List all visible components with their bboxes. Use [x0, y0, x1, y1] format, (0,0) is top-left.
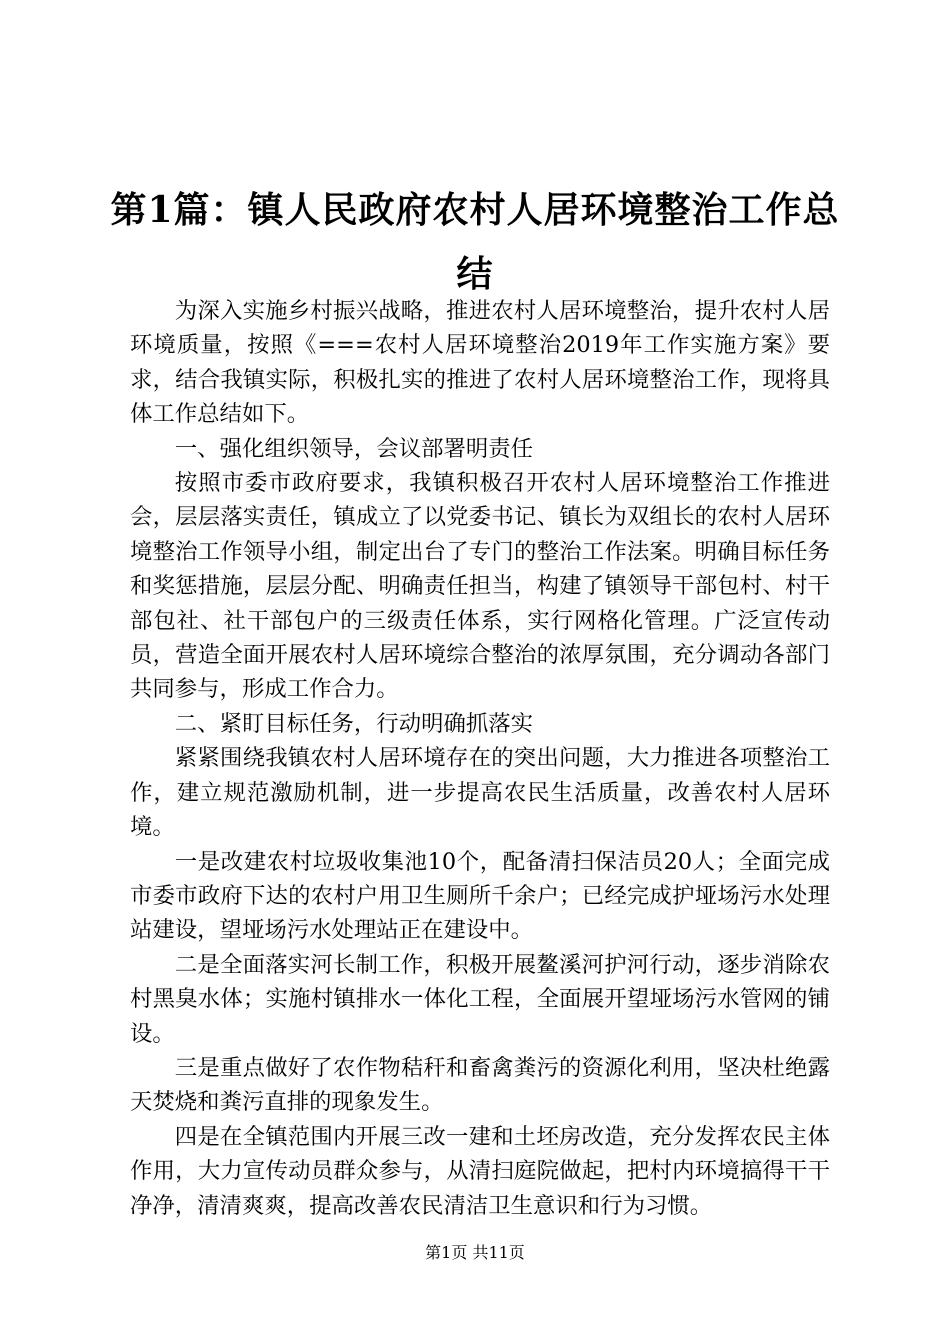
intro-paragraph: 为深入实施乡村振兴战略，推进农村人居环境整治，提升农村人居环境质量，按照《===农村人居环境整治2019年工作实施方案》要求，结合我镇实际，积极扎实的推进了农村人居环境整治工作，现将具体工作总结如下。 — [130, 298, 830, 428]
section-1-paragraph: 按照市委市政府要求，我镇积极召开农村人居环境整治工作推进会，层层落实责任，镇成立了以党委书记、镇长为双组长的农村人居环境整治工作领导小组，制定出台了专门的整治工作法案。明确目标任务和奖惩措施，层层分配、明确责任担当，构建了镇领导干部包村、村干部包社、社干部包户的三级责任体系，实行网格化管理。广泛宣传动员，营造全面开展农村人居环境综合整治的浓厚氛围，充分调动各部门共同参与，形成工作合力。 — [130, 470, 830, 703]
item-1-paragraph: 一是改建农村垃圾收集池10个，配备清扫保洁员20人；全面完成市委市政府下达的农村户用卫生厕所千余户；已经完成护垭场污水处理站建设，望垭场污水处理站正在建设中。 — [130, 848, 830, 944]
document-title: 第1篇：镇人民政府农村人居环境整治工作总结 — [110, 189, 840, 295]
document-body — [130, 294, 830, 1223]
section-2-paragraph: 紧紧围绕我镇农村人居环境存在的突出问题，大力推进各项整治工作，建立规范激励机制，进一步提高农民生活质量，改善农村人居环境。 — [130, 745, 830, 841]
item-4-paragraph: 四是在全镇范围内开展三改一建和土坯房改造，充分发挥农民主体作用，大力宣传动员群众参与，从清扫庭院做起，把村内环境搞得干干净净，清清爽爽，提高改善农民清洁卫生意识和行为习惯。 — [130, 1123, 830, 1219]
page-footer: 第1页 共11页 — [425, 1243, 525, 1262]
section-heading-2: 二、紧盯目标任务，行动明确抓落实 — [174, 710, 534, 737]
section-heading-1: 一、强化组织领导，会议部署明责任 — [174, 435, 534, 462]
item-3-paragraph: 三是重点做好了农作物秸秆和畜禽粪污的资源化利用，坚决杜绝露天焚烧和粪污直排的现象发生。 — [130, 1054, 830, 1116]
item-2-paragraph: 二是全面落实河长制工作，积极开展鳌溪河护河行动，逐步消除农村黑臭水体；实施村镇排水一体化工程，全面展开望垭场污水管网的铺设。 — [130, 951, 830, 1047]
